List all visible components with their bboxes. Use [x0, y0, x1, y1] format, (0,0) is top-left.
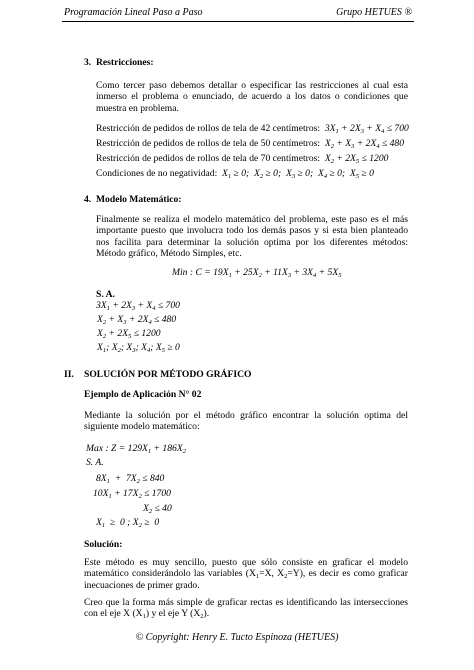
non-negativity-formula: $X_1 \ge 0$; $X_2 \ge 0$; $X_3 \ge 0$; $X_4 \ge 0$; $X_5 \ge 0$: [219, 168, 374, 180]
restriction-50: [96, 138, 404, 149]
solution-p2-part-a: Creo que la forma más simple de graficar rectas es identificando las intersecciones con el eje X (X: [84, 597, 408, 620]
restriction-50-label: Restricción de pedidos de rollos de tela de 50 centímetros:: [96, 138, 321, 149]
solution-p1-part-b: =X, X: [259, 568, 285, 580]
model-constraint-2: $X_2 + X_3 + 2X_4 \le 480$: [97, 314, 177, 326]
solution-p1-part-c: =Y), es decir es como graficar inecuaciones de primer grado.: [84, 568, 408, 591]
model-nonnegativity: $X_1$; $X_2$; $X_3$; $X_4$; $X_5 \ge 0$: [97, 342, 180, 354]
example-constraint-2: $10X_1 + 17X_2 \le 1700$: [93, 488, 171, 500]
example-constraint-1: $8X_1 + 7X_2 \le 840$: [96, 473, 165, 485]
header-right: Grupo HETUES ®: [336, 7, 412, 18]
non-negativity-label: Condiciones de no negatividad:: [96, 168, 218, 179]
section-4-title: Modelo Matemático:: [96, 194, 182, 205]
solution-paragraph-2: Creo que la forma más simple de graficar rectas es identificando las intersecciones con el eje X $(X_1)$ y el eje Y $(X_2)$.: [84, 597, 408, 621]
section-II-number: II.: [64, 369, 74, 380]
section-II-title: SOLUCIÓN POR MÉTODO GRÁFICO: [84, 369, 252, 380]
restriction-42-formula: $3X_1 + 2X_3 + X_4 \le 700$: [322, 123, 409, 135]
section-3-number: 3.: [84, 57, 92, 68]
objective-function-max: Max : $Z = 129X_1 + 186X_2$: [86, 443, 186, 455]
non-negativity: [96, 168, 374, 179]
restriction-42-label: Restricción de pedidos de rollos de tela de 42 centímetros:: [96, 123, 321, 134]
model-constraint-3: $X_2 + 2X_5 \le 1200$: [97, 328, 161, 340]
example-nonnegativity: $X_1 \ge 0$ ; $X_2 \ge 0$: [96, 517, 160, 529]
section-3-title: Restricciones:: [96, 57, 154, 68]
header-rule: [62, 21, 414, 22]
solution-paragraph-1: Este método es muy sencillo, puesto que sólo consiste en graficar el modelo matemático considerándolo las variables ($X_1=X$, $X_2=Y$), es decir es como graficar inecuaciones de primer grado.: [84, 557, 408, 591]
example-paragraph: Mediante la solución por el método gráfico encontrar la solución optima del siguiente modelo matemático:: [84, 410, 408, 433]
example-sa: S. A.: [86, 457, 104, 468]
section-4-sa: S. A.: [96, 289, 115, 300]
restriction-70-label: Restricción de pedidos de rollos de tela de 70 centímetros:: [96, 153, 321, 164]
solution-title: Solución:: [84, 539, 123, 550]
section-3-paragraph: Como tercer paso debemos detallar o especificar las restricciones al cual esta inmerso el problema o enunciado, de acuerdo a los datos o condiciones que muestra en problema.: [96, 80, 408, 114]
restriction-70: [96, 153, 388, 164]
solution-p2-part-c: ).: [203, 608, 210, 620]
solution-p2-part-b: ) y el eje Y (X: [145, 608, 201, 620]
section-4-number: 4.: [84, 194, 92, 205]
section-4-paragraph: Finalmente se realiza el modelo matemático del problema, este paso es el más importante puesto que involucra todo los demás pasos y si esta bien planteado nos facilita para determinar la solución optima por los diferentes métodos: Método gráfico, Método Simples, etc.: [96, 214, 408, 260]
example-constraint-3: $X_2 \le 40$: [143, 503, 172, 515]
restriction-50-formula: $X_2 + X_3 + 2X_4 \le 480$: [322, 138, 405, 150]
model-constraint-1: $3X_1 + 2X_3 + X_4 \le 700$: [96, 300, 180, 312]
header-left: Programación Lineal Paso a Paso: [64, 7, 203, 18]
footer-copyright: © Copyright: Henry E. Tucto Espinoza (HETUES): [135, 632, 339, 643]
restriction-42: [96, 123, 409, 134]
restriction-70-formula: $X_2 + 2X_5 \le 1200$: [322, 153, 389, 165]
example-title: Ejemplo de Aplicación N° 02: [84, 389, 202, 400]
solution-p1-part-a: Este método es muy sencillo, puesto que sólo consiste en graficar el modelo matemático considerándolo las variables (X: [84, 557, 408, 580]
objective-function-min: Min : $C = 19X_1 + 25X_2 + 11X_3 + 3X_4 + 5X_5$: [172, 267, 342, 279]
